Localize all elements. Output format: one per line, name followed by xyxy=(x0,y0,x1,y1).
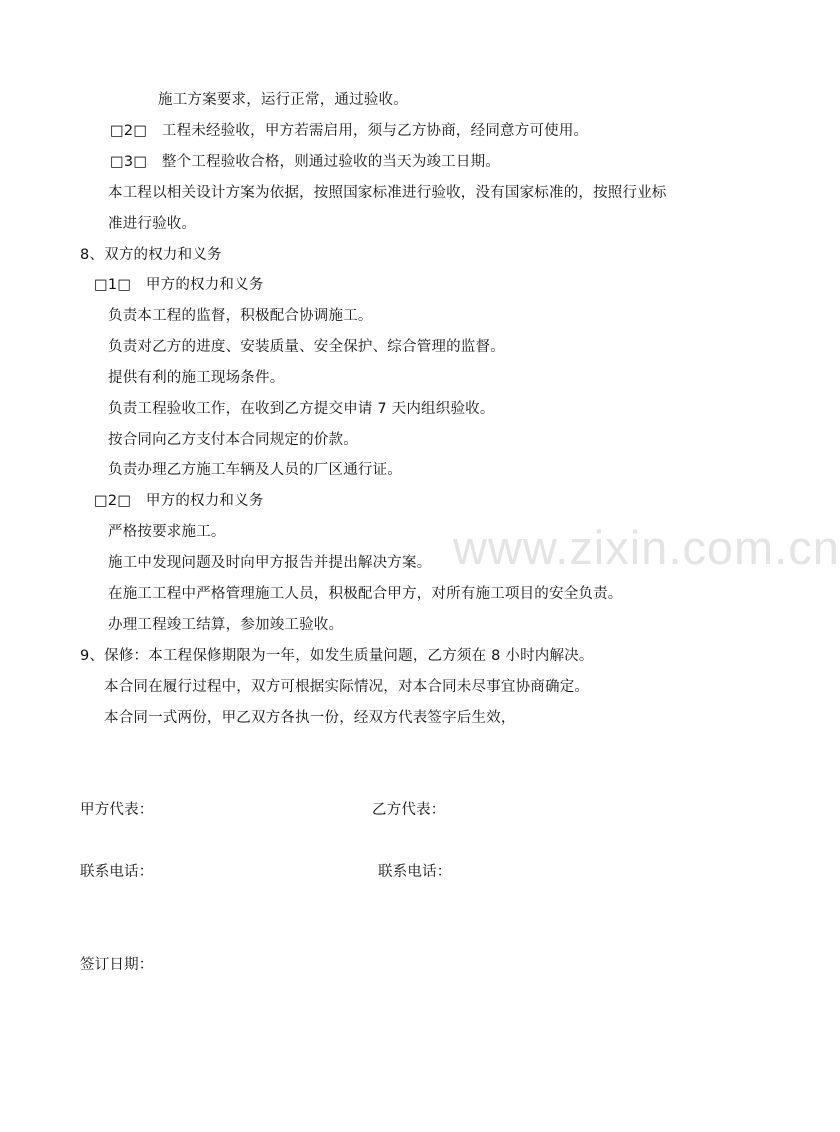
list-item: 负责本工程的监督，积极配合协调施工。 xyxy=(108,308,373,324)
list-item: 在施工工程中严格管理施工人员，积极配合甲方，对所有施工项目的安全负责。 xyxy=(108,586,623,602)
section-heading-8: 8、双方的权力和义务 xyxy=(80,247,222,263)
list-item: 负责工程验收工作，在收到乙方提交申请 7 天内组织验收。 xyxy=(108,401,495,417)
party-b-phone-label: 联系电话： xyxy=(378,864,452,880)
section-heading-9: 9、保修：本工程保修期限为一年，如发生质量问题，乙方须在 8 小时内解决。 xyxy=(80,648,594,664)
list-item: 办理工程竣工结算，参加竣工验收。 xyxy=(108,617,344,633)
paragraph-line: 准进行验收。 xyxy=(108,216,197,232)
list-item: 按合同向乙方支付本合同规定的价款。 xyxy=(108,432,358,448)
list-item: 负责办理乙方施工车辆及人员的厂区通行证。 xyxy=(108,462,402,478)
list-item: 提供有利的施工现场条件。 xyxy=(108,370,285,386)
party-a-phone-label: 联系电话： xyxy=(80,864,154,880)
sign-date-label: 签订日期： xyxy=(80,957,154,973)
paragraph-line: 施工方案要求，运行正常，通过验收。 xyxy=(158,92,408,108)
party-b-rep-label: 乙方代表： xyxy=(372,802,446,818)
subsection-heading: □1□ 甲方的权力和义务 xyxy=(94,277,264,293)
party-a-rep-label: 甲方代表： xyxy=(80,802,154,818)
subsection-heading: □2□ 甲方的权力和义务 xyxy=(94,493,264,509)
paragraph-line: 本工程以相关设计方案为依据，按照国家标准进行验收，没有国家标准的，按照行业标 xyxy=(108,185,667,201)
clause-7-2: □2□ 工程未经验收，甲方若需启用，须与乙方协商，经同意方可使用。 xyxy=(110,123,589,139)
paragraph-line: 本合同在履行过程中，双方可根据实际情况，对本合同未尽事宜协商确定。 xyxy=(104,679,590,695)
clause-7-3: □3□ 整个工程验收合格，则通过验收的当天为竣工日期。 xyxy=(110,154,501,170)
watermark: www.zixin.com.cn xyxy=(453,521,840,574)
list-item: 严格按要求施工。 xyxy=(108,524,226,540)
paragraph-line: 本合同一式两份，甲乙双方各执一份，经双方代表签字后生效， xyxy=(104,710,516,726)
list-item: 负责对乙方的进度、安装质量、安全保护、综合管理的监督。 xyxy=(108,339,505,355)
list-item: 施工中发现问题及时向甲方报告并提出解决方案。 xyxy=(108,555,432,571)
